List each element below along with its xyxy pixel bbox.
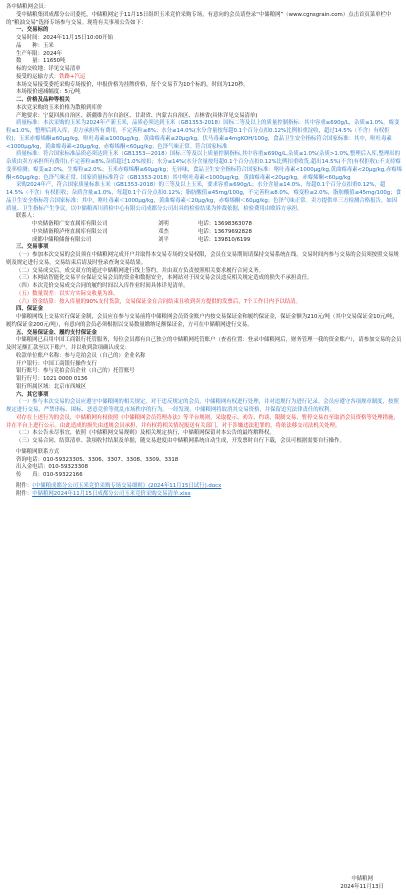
contact-phone: 电话：139810/6199 — [198, 236, 251, 243]
contact-row — [32, 221, 402, 229]
origin-requirement: 产地要求：宁夏回族自治区、新疆维吾尔自治区、甘肃省、内蒙古自治区、吉林省(具体详见交易清单) — [16, 112, 258, 119]
section-3-heading: 三、交易事项 — [16, 244, 49, 251]
section-6-heading: 六、其它事项 — [16, 391, 49, 398]
contact-company: 成都中储粮储备有限公司 — [32, 236, 92, 243]
contact-phone: 电话：13698363078 — [198, 221, 252, 227]
deposit-paragraph: 中储粮网线上交易实行保证金制，会员应在参与交易前将中储粮网会员资金账户内按交易保证金和履约保证金，保证金额为210元/吨（其中交易保证金10元/吨，履约保证金200元/吨），有意向的会员必须根据以交易数量缴纳足额保证金，方可在中储粮网进行交易。 — [6, 314, 398, 328]
transport-label: 接受的运输方式： — [16, 73, 60, 80]
bank-name: 开户银行：中国工商银行操作支行 — [16, 360, 97, 367]
section-5-heading: 五、交易保证金、履约支付保证金 — [16, 329, 97, 336]
other-item-1-detail: 对存在上述行为的会员，中储粮网有权依照《中储粮网会员管理办法》等平台规则，采取提示、劝告、约谈、限制交易、暂停交易直至取消会员资格等处理措施，并在平台上进行公示。由此造成的损失由违规会员承担，并有权将相关情况报送有关部门。对于涉嫌违法犯罪的，将依法移交司法机关处理。 — [6, 414, 399, 429]
delivery-location: 标的交收地：详见交易清单 — [16, 66, 81, 72]
contact-list — [6, 221, 402, 244]
contact-row — [32, 229, 402, 237]
trade-item-4: （四）本次竞价交易成交合同的履约时间以入库作业时间具体详见清单。 — [16, 283, 189, 289]
bank-region: 银行所属区域：北京市西城区 — [16, 383, 87, 390]
transport-value: 铁路+汽运 — [59, 73, 86, 80]
account-name: 收款单位账户名称：参与竞拍会员（自己的）企业名称 — [16, 352, 146, 359]
trade-item-6: （六）资金结算：按入库量的90%支付货款，交易保证金在合同结束且收到卖方提供的发票后，7个工作日内予以结清。 — [16, 298, 301, 305]
bidding-rule: 本场交易接受委托采购专场报价，申报价格为挂牌价格，每个交易节为10个标的，时间为120秒。 — [16, 81, 249, 88]
quality-standard-3: 采购2024年产，符合国家质量标准玉米（GB1353-2018）的三等及以上玉米，要求容重≥690g/L；水分含量≤14.0%，每超0.1个百分点扣重0.12%，超14.5%（不含）有权拒收；杂质含量≤1.0%，每超0.1个百分点扣0.12%；脂肪酸值≤45mg/100g，不完善粒≤8.0%，霉变粒≤2.0%，脂肪酸值≤45mg/100g；食品卫生安全指标符合国家标准：其中，呕吐毒素＜1000μg/kg，黄曲霉毒素＜20μg/kg，赤霉烯酮＜60μg/kg；色泽气味正常。卖方提供单三方检测合格报告，如因质量、卫生指标产生争议，以中储粮西川质检中心有限公司成都分公司出具的检验结果为仲裁依据，检验费用由败诉方承担。 — [6, 182, 402, 212]
contact-company: 中央储备粮广安直属库有限公司 — [32, 221, 108, 227]
announcement-body — [6, 4, 402, 498]
production-year: 生产年限：2024年 — [16, 50, 63, 57]
trade-item-3: （三）本网站智能化交易平台保证交易会员的资金和数据安全，本网站对于因交易会员违反相关规定造成的损失不承担责任。 — [16, 275, 313, 282]
attachment-2-link[interactable]: 中储粮网2024年11月15日成都分公司玉米竞价采购交易清单.xlsx — [32, 490, 191, 497]
bank-code: 银行行号：1021 0000 0136 — [16, 376, 88, 382]
fund-phone: 出入金电话：010-59323308 — [16, 464, 89, 471]
trade-item-5: （五）数量误差：以实方实际交收量为准。 — [16, 290, 119, 297]
contact-person: 刘明 — [158, 221, 169, 227]
issuer: 中储粮网 — [351, 876, 373, 882]
trade-item-1: （一）参加本次交易的会员须在中储粮网完成开户并取得本交易专场的交易权限，会员在交易期间请保持交易系统在线。交易时间内参与交易的会员须按照交易规则及规定进行交易，交易结束后请及时登录查询交易结果。 — [6, 252, 399, 266]
attachment-2 — [6, 491, 402, 499]
attachment-label: 附件： — [16, 490, 33, 497]
other-item-1: （一）参与本次交易的会员应遵守中储粮网的相关规定，对于违反规定的会员，中储粮网有权进行处理，并对违规行为进行记录。会员应遵守各项规章制度，按照规定进行交易，严禁串标、围标、恶意竞价等扰乱市场秩序的行为。一经发现，中储粮网将取消其交易资格，并保留追究法律责任的权利。 — [6, 399, 399, 413]
quantity: 数 量：11650吨 — [16, 58, 66, 65]
contact-title: 中储粮网联系方式 — [16, 448, 60, 455]
other-item-2: （二）本公告未尽事宜，依照《中储粮网交易规则》及相关规定执行，中储粮网保留对本公告的最终解释权。 — [16, 430, 275, 437]
transport-mode — [6, 74, 402, 82]
price-basis: 本次竞采购的玉米价格为散粮到库价 — [16, 104, 103, 111]
variety: 品 种：玉米 — [16, 42, 54, 49]
contact-label: 联系人： — [16, 213, 38, 220]
trade-time: 交易时间：2024年11月15日10:00开始 — [16, 35, 113, 41]
contact-phone: 电话：13679692828 — [198, 228, 252, 235]
attachment-label: 附件： — [16, 482, 33, 489]
signature-block — [340, 876, 384, 891]
quality-standard-1: 质量标准：本次采购的玉米为2024年产新玉米，品质必须达到玉米（GB1353-2018）国标二等及以上的质量控制指标：其中容重≥690g/L，杂质≤1.0%，霉变粒≤1.0%，整理后到入库，卖方承担所有费用，不完善粒≤8%；水分≤14.0%(水分含量按每超0.1个百分点扣0.12%比例扣重淀收，超过14.5%（不含）有权拒收)；玉米赤霉烯酮≤60μg/kg，呕吐毒素≤1000μg/kg，黄曲霉毒素≤20μg/kg，伏马毒素≤4mgKOH/100g，食品卫生安全指标符合国家标准：其中，呕吐毒素<1000μg/kg，黄曲霉毒素<20μg/kg，赤霉烯酮<60μg/kg；色泽气味正常。符合国家标准 — [6, 120, 400, 150]
trade-item-2: （二）交易成交后，成交双方的通过中储粮网进行线上签约，并由双方负责按照相关要求履行合同义务。 — [16, 267, 264, 274]
section-2-heading: 二、价格及品种等相关 — [16, 97, 70, 103]
contact-person: 邓杰 — [158, 228, 169, 235]
account-number: 银行账号：参与竞拍会员企业（自己的）托管账号 — [16, 368, 135, 375]
contact-person: 刘平 — [158, 236, 169, 243]
quality-standard-2: 质量标准：符合国家标准品质必须达到玉米（GB1353—2018）国标三等及以上质量控制指标,其中容重≥690g/L,杂质≤1.0%(杂质>1.0%,整理后入库,整理出的杂质由卖方承担所有费用),不完善粒≤8%,杂质超过1.0%按扣；水分≤14%(水分含量按每超0.1个百分点扣0.12%比例扣重收货,超出14.5%(不含)有权拒收);不支持霉变率检测；霉变≤2.0%，生霉粒≤2.0%；玉米赤霉烯酮≤60μg/kg；无异味，食品卫生安全指标符合国家标准：呕吐毒素<1000μg/kg,黄曲霉毒素<20μg/kg,赤霉烯酮<60μg/kg；色泽气味正常。国家质量标准符合（GB1353-2018）其中呕吐毒素<1000μg/kg，黄曲霉毒素<20μg/kg，赤霉烯酮<60μg/kg — [6, 151, 403, 181]
intro-paragraph: 受中储粮集团成都分公司委托，中储粮网定于11月15日组织玉米竞价采购专场，有意向的会员请登录“中储粮网”（www.cgnsgrain.com）点击首页菜单栏中的“粮油交易”选择专场参与交易。现将有关事项公告如下： — [6, 11, 392, 26]
fax: 传 真：010-59322166 — [16, 472, 83, 478]
consult-phone: 咨询电话：010-59323305、3306、3307、3308、3309、3318 — [16, 456, 179, 463]
attachment-1 — [6, 483, 402, 491]
section-1-heading: 一、交易标的 — [16, 27, 49, 34]
contact-row — [32, 237, 402, 245]
attachment-1-link[interactable]: 《中储粮成都分公司玉米竞价采购专场交易细则》(2024年11月15日试行).docx — [32, 482, 222, 489]
salutation: 各中储粮网会员： — [6, 4, 50, 10]
custody-paragraph: 中储粮网已启用中国工商银行托管服务，每位会员都有自己独立的中储粮网托管账户（查看位置：登录中储粮网后，财务管理一我的资金账户），请参加交易的会员及时足额汇款至以下账户，并以收到款项确认成交： — [6, 337, 402, 351]
contact-company: 中央储备粮泸州直属库有限公司 — [32, 228, 108, 235]
price-decrement: 本场报价递减幅度：5元/吨 — [16, 89, 81, 96]
section-4-heading: 四、保证金 — [16, 306, 43, 313]
other-item-3: （三）交易合同、结算清单、款项收付结果及单据，随交易进度由中储粮网系统自动生成，开发票时自行下载，会员可根据需要自行操作。 — [16, 438, 345, 444]
issue-date: 2024年11月13日 — [340, 883, 384, 890]
